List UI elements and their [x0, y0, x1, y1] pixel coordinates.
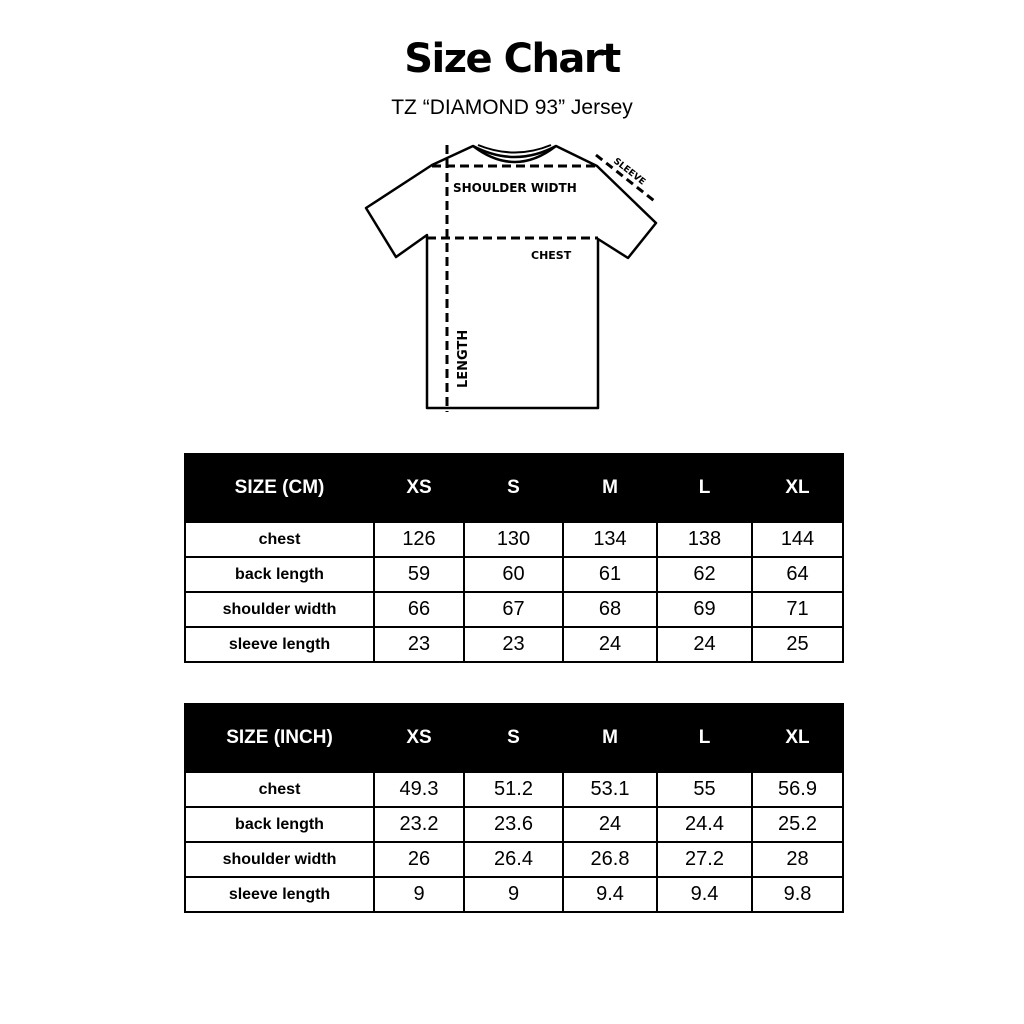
- length-label: LENGTH: [456, 329, 471, 388]
- size-header-l: L: [657, 454, 752, 522]
- table-cell: 23: [374, 627, 464, 662]
- row-label: back length: [185, 807, 374, 842]
- table-cell: 23.6: [464, 807, 563, 842]
- table-cell: 138: [657, 522, 752, 557]
- size-header-m: M: [563, 454, 657, 522]
- table-cell: 25: [752, 627, 843, 662]
- row-label: chest: [185, 522, 374, 557]
- tshirt-measurement-diagram: [360, 135, 670, 420]
- table-cell: 67: [464, 592, 563, 627]
- size-table-inch: [184, 703, 844, 913]
- table-row: [185, 807, 843, 842]
- table-cell: 25.2: [752, 807, 843, 842]
- table-cell: 49.3: [374, 772, 464, 807]
- size-unit-header: SIZE (CM): [185, 454, 374, 522]
- table-cell: 26.8: [563, 842, 657, 877]
- sleeve-label: SLEEVE: [611, 156, 647, 188]
- table-row: [185, 522, 843, 557]
- row-label: shoulder width: [185, 842, 374, 877]
- row-label: back length: [185, 557, 374, 592]
- row-label: sleeve length: [185, 877, 374, 912]
- table-cell: 28: [752, 842, 843, 877]
- table-row: [185, 877, 843, 912]
- table-cell: 9: [464, 877, 563, 912]
- table-cell: 27.2: [657, 842, 752, 877]
- row-label: shoulder width: [185, 592, 374, 627]
- table-cell: 134: [563, 522, 657, 557]
- table-cell: 51.2: [464, 772, 563, 807]
- size-header-xl: XL: [752, 454, 843, 522]
- table-cell: 9.8: [752, 877, 843, 912]
- table-row: [185, 772, 843, 807]
- size-header-xs: XS: [374, 704, 464, 772]
- table-cell: 53.1: [563, 772, 657, 807]
- shoulder-width-label: SHOULDER WIDTH: [453, 181, 577, 195]
- table-cell: 68: [563, 592, 657, 627]
- page-title: Size Chart: [404, 36, 620, 82]
- table-cell: 55: [657, 772, 752, 807]
- table-cell: 66: [374, 592, 464, 627]
- table-cell: 62: [657, 557, 752, 592]
- table-cell: 61: [563, 557, 657, 592]
- table-cell: 130: [464, 522, 563, 557]
- table-row: [185, 842, 843, 877]
- table-cell: 26: [374, 842, 464, 877]
- table-cell: 9.4: [657, 877, 752, 912]
- table-header-row: [185, 704, 843, 772]
- table-cell: 24: [563, 807, 657, 842]
- table-cell: 60: [464, 557, 563, 592]
- table-cell: 24: [657, 627, 752, 662]
- table-cell: 56.9: [752, 772, 843, 807]
- table-cell: 23.2: [374, 807, 464, 842]
- size-header-m: M: [563, 704, 657, 772]
- size-header-s: S: [464, 454, 563, 522]
- product-subtitle: TZ “DIAMOND 93” Jersey: [391, 96, 633, 119]
- size-header-xl: XL: [752, 704, 843, 772]
- table-cell: 71: [752, 592, 843, 627]
- table-cell: 23: [464, 627, 563, 662]
- table-header-row: [185, 454, 843, 522]
- table-cell: 69: [657, 592, 752, 627]
- size-header-l: L: [657, 704, 752, 772]
- size-table-cm: [184, 453, 844, 663]
- size-header-xs: XS: [374, 454, 464, 522]
- size-header-s: S: [464, 704, 563, 772]
- size-unit-header: SIZE (INCH): [185, 704, 374, 772]
- table-cell: 24: [563, 627, 657, 662]
- table-cell: 64: [752, 557, 843, 592]
- table-cell: 9: [374, 877, 464, 912]
- table-row: [185, 627, 843, 662]
- table-row: [185, 557, 843, 592]
- table-cell: 126: [374, 522, 464, 557]
- row-label: chest: [185, 772, 374, 807]
- table-cell: 144: [752, 522, 843, 557]
- table-cell: 24.4: [657, 807, 752, 842]
- table-cell: 9.4: [563, 877, 657, 912]
- table-cell: 59: [374, 557, 464, 592]
- table-row: [185, 592, 843, 627]
- row-label: sleeve length: [185, 627, 374, 662]
- chest-label: CHEST: [531, 249, 572, 262]
- table-cell: 26.4: [464, 842, 563, 877]
